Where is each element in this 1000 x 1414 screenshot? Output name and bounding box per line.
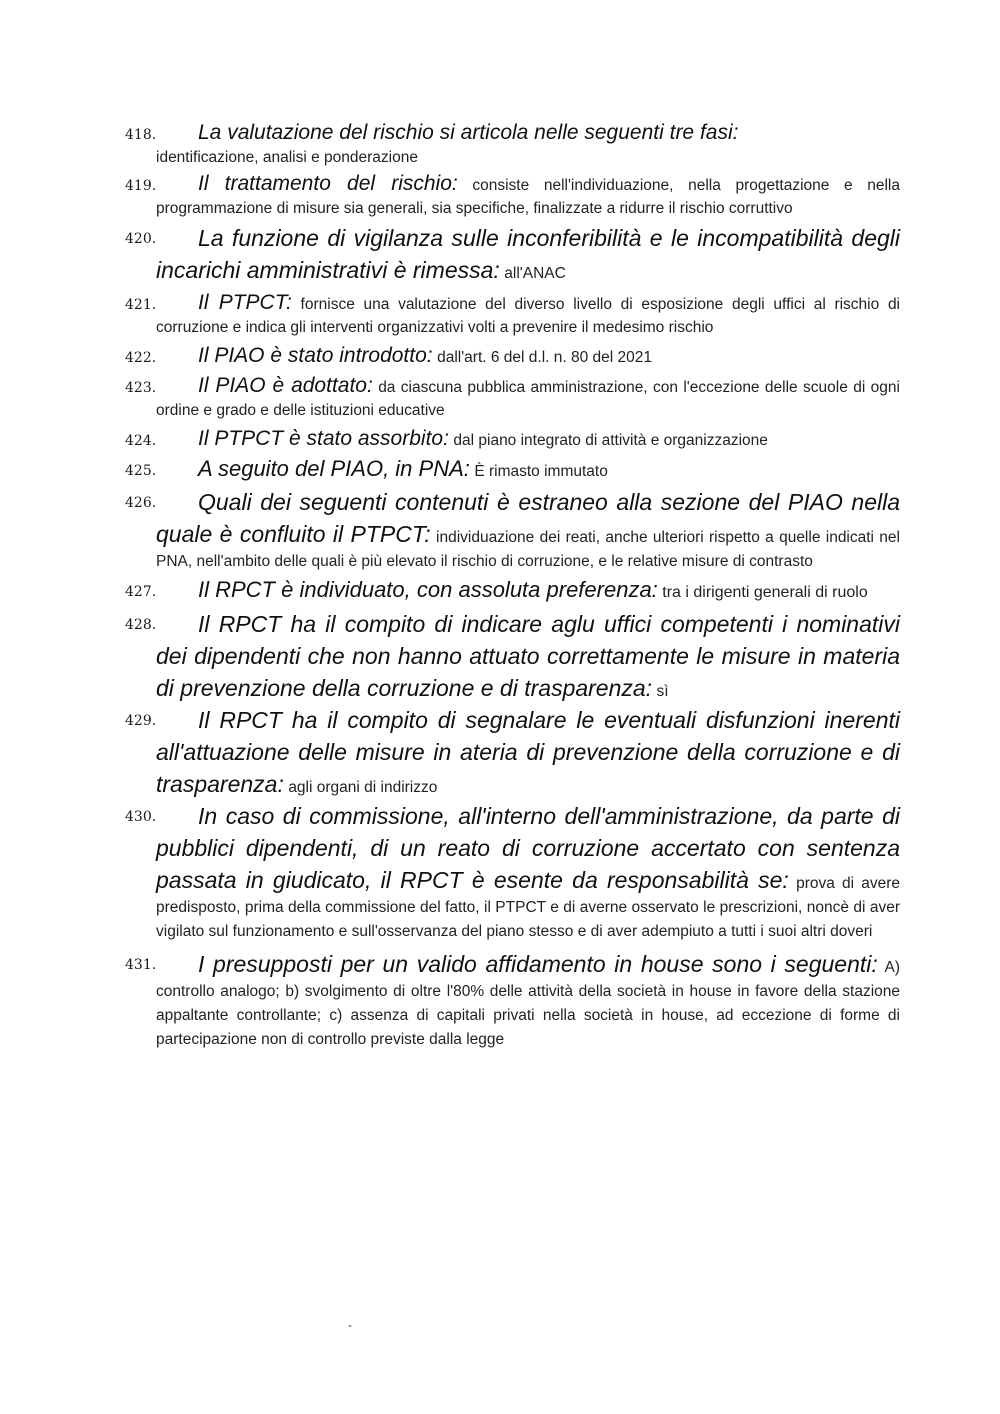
list-item (125, 343, 900, 369)
item-question: Il PTPCT è stato assorbito: (198, 427, 449, 450)
list-item (125, 486, 900, 573)
list-item (125, 373, 900, 422)
item-answer: prova di avere predisposto, prima della commissione del fatto, il PTPCT e di averne osservato le prescrizioni, noncè di aver vigilato sul funzionamento e sull'osservanza del piano stesso e di aver adempiuto a tutti i suoi altri doveri (156, 875, 900, 940)
list-item (125, 577, 900, 606)
item-question: Il RPCT è individuato, con assoluta preferenza: (198, 577, 658, 602)
item-question: Il PIAO è adottato: (198, 374, 373, 397)
list-item (125, 426, 900, 452)
item-number: 428. (125, 617, 157, 633)
item-number: 421. (125, 297, 157, 313)
list-item (125, 608, 900, 704)
page-footer-mark: - (348, 1318, 352, 1332)
item-answer: agli organi di indirizzo (288, 779, 438, 796)
question-answer-list (125, 120, 900, 1052)
list-item (125, 800, 900, 944)
item-answer: È rimasto immutato (474, 463, 608, 480)
item-question: La funzione di vigilanza sulle inconferibilità e le incompatibilità degli incarichi amministrativi è rimessa: (156, 225, 900, 283)
list-item (125, 120, 900, 169)
list-item (125, 222, 900, 286)
item-question: Il RPCT ha il compito di segnalare le eventuali disfunzioni inerenti all'attuazione delle misure in ateria di prevenzione della corruzione e di trasparenza: (156, 707, 900, 797)
item-answer: fornisce una valutazione del diverso livello di esposizione degli uffici al rischio di corruzione e indica gli interventi organizzativi volti a prevenire il medesimo rischio (156, 296, 901, 336)
item-number: 430. (125, 809, 157, 825)
item-number: 429. (125, 713, 157, 729)
item-question: Il trattamento del rischio: (198, 172, 458, 195)
item-number: 426. (125, 495, 157, 511)
item-question: Il PTPCT: (198, 291, 292, 314)
item-answer: individuazione dei reati, anche ulteriori rispetto a quelle indicati nel PNA, nell'ambito delle quali è più elevato il rischio di corruzione, e le relative misure di contrasto (156, 529, 900, 570)
item-number: 419. (125, 178, 157, 194)
item-answer: A) controllo analogo; b) svolgimento di oltre l'80% delle attività della società in house in favore della stazione appaltante controllante; c) assenza di capitali privati nella società in house, ad eccezione di forme di partecipazione non di controllo previste dalla legge (156, 959, 900, 1048)
item-question: Il PIAO è stato introdotto: (198, 344, 433, 367)
item-question: I presupposti per un valido affidamento in house sono i seguenti: (198, 951, 878, 977)
item-number: 425. (125, 463, 157, 479)
item-number: 427. (125, 584, 157, 600)
item-answer: consiste nell'individuazione, nella progettazione e nella programmazione di misure sia generali, sia specifiche, finalizzate a ridurre il rischio corruttivo (156, 177, 900, 217)
item-number: 418. (125, 127, 157, 143)
list-item (125, 290, 900, 339)
item-number: 423. (125, 380, 157, 396)
item-answer: dall'art. 6 del d.l. n. 80 del 2021 (437, 349, 653, 366)
item-number: 422. (125, 350, 157, 366)
item-answer: tra i dirigenti generali di ruolo (662, 584, 868, 601)
list-item (125, 704, 900, 800)
item-answer: da ciascuna pubblica amministrazione, con l'eccezione delle scuole di ogni ordine e grado e delle istituzioni educative (156, 379, 900, 419)
list-item (125, 948, 900, 1052)
item-answer: identificazione, analisi e ponderazione (156, 149, 418, 166)
item-answer: sì (656, 683, 669, 700)
item-number: 431. (125, 957, 157, 973)
item-answer: all'ANAC (504, 265, 566, 282)
item-question: In caso di commissione, all'interno dell'amministrazione, da parte di pubblici dipendenti, di un reato di corruzione accertato con sentenza passata in giudicato, il RPCT è esente da responsabilità se: (156, 803, 900, 893)
list-item (125, 171, 900, 220)
list-item (125, 456, 900, 482)
item-question: Il RPCT ha il compito di indicare aglu uffici competenti i nominativi dei dipendenti che non hanno attuato correttamente le misure in materia di prevenzione della corruzione e di trasparenza: (156, 611, 900, 701)
item-question: La valutazione del rischio si articola nelle seguenti tre fasi: (198, 121, 739, 144)
item-answer: dal piano integrato di attività e organizzazione (453, 432, 768, 449)
item-number: 424. (125, 433, 157, 449)
item-question: Quali dei seguenti contenuti è estraneo alla sezione del PIAO nella quale è confluito il PTPCT: (156, 489, 900, 547)
item-question: A seguito del PIAO, in PNA: (198, 456, 470, 481)
item-number: 420. (125, 231, 157, 247)
